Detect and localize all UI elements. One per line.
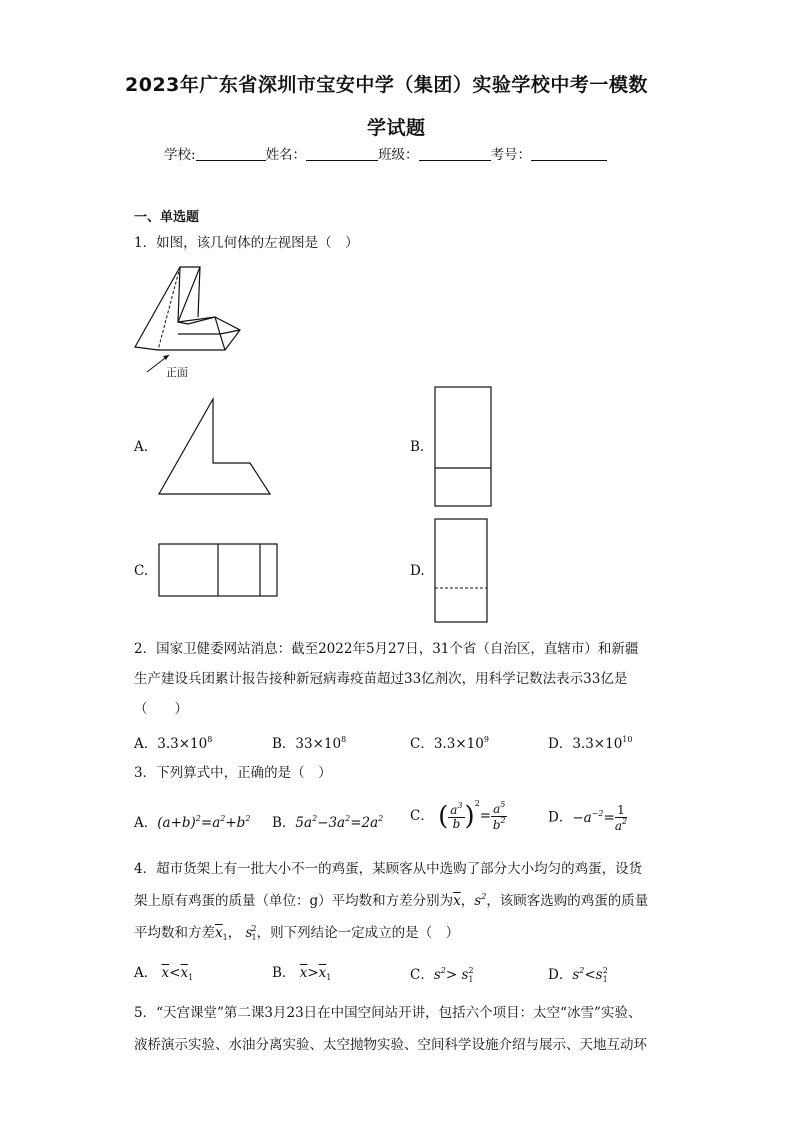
school-label: 学校: [164, 147, 196, 163]
q2-option-d[interactable]: D．$3.3\times 10^{10}$ [548, 735, 633, 752]
page-title-cont: 学试题 [367, 117, 426, 139]
page-title: 2023年广东省深圳市宝安中学（集团）实验学校中考一模数 [125, 74, 648, 96]
q4-option-b[interactable]: B． $\overline{x}>\overline{x}_1$ [272, 965, 332, 982]
question-5-line2: 液桥演示实验、水油分离实验、太空抛物实验、空间科学设施介绍与展示、天地互动环 [134, 1037, 647, 1053]
option-c-figure[interactable] [158, 543, 280, 599]
option-a-figure[interactable] [158, 398, 273, 496]
school-field[interactable] [196, 148, 266, 161]
student-info-line [164, 148, 607, 163]
q2-option-c[interactable]: C．$3.3\times 10^9$ [410, 735, 489, 752]
class-label: 班级： [378, 147, 419, 163]
exam-no-label: 考号： [490, 147, 532, 163]
question-3-text: 3．下列算式中，正确的是（ ） [134, 765, 332, 781]
q4-option-c[interactable]: C．$s^2> s_1^2$ [410, 966, 474, 984]
front-label: 正面 [166, 366, 188, 379]
question-4-line1: 4．超市货架上有一批大小不一的鸡蛋，某顾客从中选购了部分大小均匀的鸡蛋，设货 [134, 861, 643, 877]
option-b-figure[interactable] [434, 386, 494, 508]
q2-option-b[interactable]: B．$33\times 10^8$ [272, 735, 347, 752]
q2-option-a[interactable]: A．$3.3\times 10^8$ [134, 735, 213, 752]
q4-option-d[interactable]: D．$s^2<s_1^2$ [548, 966, 608, 984]
name-field[interactable] [306, 148, 378, 161]
option-a-label[interactable]: A. [134, 439, 149, 455]
q3-option-b[interactable]: B．$5a^2-3a^2=2a^2$ [272, 814, 384, 831]
question-1-text: 1．如图，该几何体的左视图是（ ） [134, 235, 359, 251]
question-2-line1: 2．国家卫健委网站消息：截至2022年5月27日，31个省（自治区，直辖市）和新疆 [134, 641, 639, 657]
question-2-line2: 生产建设兵团累计报告接种新冠病毒疫苗超过33亿剂次，用科学记数法表示33亿是 [134, 671, 628, 687]
option-d-figure[interactable] [434, 518, 490, 624]
question-2-line3: （ ） [134, 701, 188, 717]
q3-option-c[interactable]: C． ( $\frac{a^3}{b}$ )$^2$= $\frac{a^5}{b^2}$ [410, 799, 506, 832]
option-c-label[interactable]: C. [134, 563, 149, 579]
q3-option-a[interactable]: A．$(a+b)^2=a^2+b^2$ [134, 814, 251, 831]
option-b-label[interactable]: B. [410, 439, 425, 455]
option-d-label[interactable]: D. [410, 563, 425, 579]
exam-no-field[interactable] [531, 148, 607, 161]
question-4-line3: 平均数和方差$\overline{x}_1$， $s_1^2$，则下列结论一定成立的是（ ） [134, 924, 460, 942]
question-5-line1: 5．“天宫课堂”第二课3月23日在中国空间站开讲，包括六个项目：太空“冰雪”实验、 [134, 1005, 642, 1021]
q3-option-d[interactable]: D．$-a^{-2}=$ $\frac{1}{a^2}$ [548, 803, 628, 833]
q4-option-a[interactable]: A． $\overline{x}<\overline{x}_1$ [134, 965, 194, 982]
class-field[interactable] [419, 148, 491, 161]
name-label: 姓名： [265, 147, 307, 163]
section-heading: 一、单选题 [134, 210, 200, 225]
question-4-line2: 架上原有鸡蛋的质量（单位：g）平均数和方差分别为$\overline{x}$，$s^2$，该顾客选购的鸡蛋的质量 [134, 892, 649, 909]
